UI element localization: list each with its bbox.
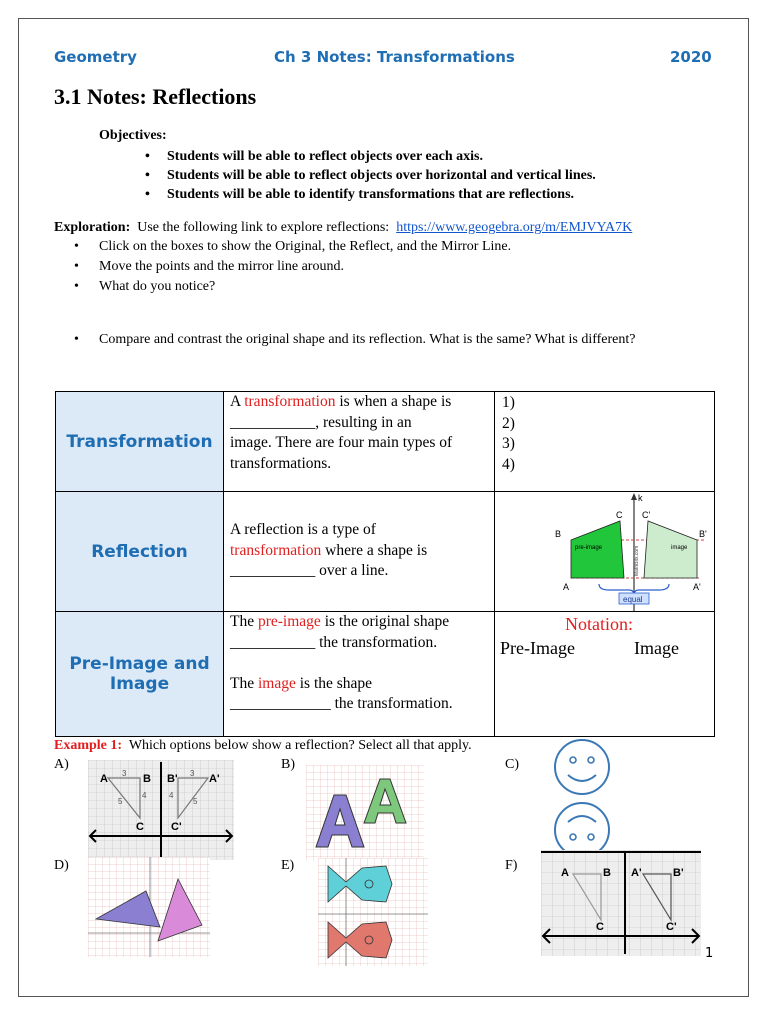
vocab-table <box>55 391 715 737</box>
number-3: 3) <box>502 435 515 452</box>
geogebra-link[interactable]: https://www.geogebra.org/m/EMJVYA7K <box>396 220 633 235</box>
label-reflection: Reflection <box>55 491 224 612</box>
option-e-label: E) <box>281 858 295 873</box>
header-subject: Geometry <box>54 48 137 66</box>
figure-e <box>318 858 428 966</box>
objectives-list <box>127 147 596 204</box>
example-prompt <box>54 738 472 754</box>
exploration-label: Exploration: <box>54 220 131 235</box>
def-preimage-image <box>223 611 495 737</box>
smiley-face-icon <box>555 740 609 794</box>
reflection-figure-cell <box>494 491 715 612</box>
exploration-bullet: • Move the points and the mirror line around. <box>72 257 511 277</box>
objectives-heading: Objectives: <box>99 128 167 143</box>
svg-text:A: A <box>561 867 569 879</box>
svg-text:B': B' <box>167 773 178 785</box>
svg-text:4: 4 <box>142 791 147 800</box>
def-line: _____________ the transformation. <box>230 695 453 712</box>
exploration-line <box>54 220 632 236</box>
svg-text:C': C' <box>666 921 677 933</box>
label-C: C <box>616 510 623 520</box>
label-B: B <box>555 529 562 539</box>
compare-bullet-list <box>72 330 636 350</box>
reflection-diagram <box>495 492 714 611</box>
figure-d <box>88 857 210 957</box>
exploration-text: Use the following link to explore reflections: <box>137 220 390 235</box>
example-label: Example 1: <box>54 738 123 753</box>
option-a-label: A) <box>54 757 69 772</box>
number-1: 1) <box>502 394 515 411</box>
def-line: The pre-image is the original shape <box>230 613 450 630</box>
label-B-prime: B' <box>699 529 707 539</box>
notation-title: Notation: <box>565 614 633 634</box>
def-spacer <box>230 653 488 674</box>
figure-f <box>541 850 701 956</box>
transformation-types-list <box>494 391 715 492</box>
exploration-bullet: • Click on the boxes to show the Original, the Reflect, and the Mirror Line. <box>72 237 511 257</box>
svg-text:A': A' <box>631 867 642 879</box>
label-preimage-image: Pre-Image and Image <box>55 611 224 737</box>
header-chapter: Ch 3 Notes: Transformations <box>274 48 515 66</box>
def-transformation <box>223 391 495 492</box>
pre-image-tag: pre-image <box>575 545 603 551</box>
svg-text:B: B <box>143 773 151 785</box>
svg-text:3: 3 <box>122 769 127 778</box>
exploration-bullets <box>72 237 511 297</box>
def-line: transformations. <box>230 454 332 472</box>
example-question: Which options below show a reflection? Select all that apply. <box>128 738 472 753</box>
notation-image: Image <box>634 638 679 658</box>
notation-preimage: Pre-Image <box>500 638 575 658</box>
header-year: 2020 <box>670 48 712 66</box>
compare-bullet: • Compare and contrast the original shape and its reflection. What is the same? What is different? <box>72 330 636 350</box>
equal-label: equal <box>623 595 643 604</box>
objective-item: • Students will be able to reflect objects over horizontal and vertical lines. <box>127 166 596 185</box>
def-line: A transformation is when a shape is <box>230 393 452 410</box>
def-reflection <box>223 491 495 612</box>
def-line: ___________, resulting in an <box>230 413 412 431</box>
def-line: image. There are four main types of <box>230 434 453 451</box>
notation-cell <box>494 611 715 737</box>
exploration-bullet: • What do you notice? <box>72 277 511 297</box>
figure-a <box>88 760 234 860</box>
label-C-prime: C' <box>642 510 651 520</box>
figure-c <box>550 735 616 867</box>
option-f-label: F) <box>505 858 518 873</box>
figure-b <box>306 765 424 861</box>
def-line: transformation where a shape is <box>230 541 428 559</box>
page-title: 3.1 Notes: Reflections <box>54 84 257 109</box>
option-b-label: B) <box>281 757 295 772</box>
svg-text:3: 3 <box>190 769 195 778</box>
def-line: ___________ over a line. <box>230 562 389 579</box>
image-tag: image <box>671 545 688 551</box>
svg-text:C: C <box>596 921 604 933</box>
svg-text:4: 4 <box>169 791 174 800</box>
svg-text:A': A' <box>209 773 220 785</box>
label-transformation: Transformation <box>55 391 224 492</box>
number-2: 2) <box>502 414 515 432</box>
def-line: The image is the shape <box>230 674 373 692</box>
label-A: A <box>563 582 570 592</box>
option-c-label: C) <box>505 757 519 772</box>
svg-text:5: 5 <box>118 797 123 806</box>
svg-text:C: C <box>136 821 144 833</box>
arrow-up-icon <box>631 493 637 500</box>
site-watermark: MathBits.com <box>634 545 640 576</box>
page-number: 1 <box>705 946 714 961</box>
option-d-label: D) <box>54 858 69 873</box>
def-line: A reflection is a type of <box>230 521 376 538</box>
def-line: ___________ the transformation. <box>230 633 438 651</box>
label-k: k <box>638 493 643 503</box>
svg-text:C': C' <box>171 821 182 833</box>
svg-text:B: B <box>603 867 611 879</box>
number-4: 4) <box>502 455 515 473</box>
objective-item: • Students will be able to reflect objects over each axis. <box>127 147 596 166</box>
objective-item: • Students will be able to identify transformations that are reflections. <box>127 185 596 204</box>
svg-text:B': B' <box>673 867 684 879</box>
flipped-face-icon <box>555 803 609 857</box>
svg-text:A: A <box>100 773 108 785</box>
label-A-prime: A' <box>693 582 701 592</box>
svg-text:5: 5 <box>193 797 198 806</box>
